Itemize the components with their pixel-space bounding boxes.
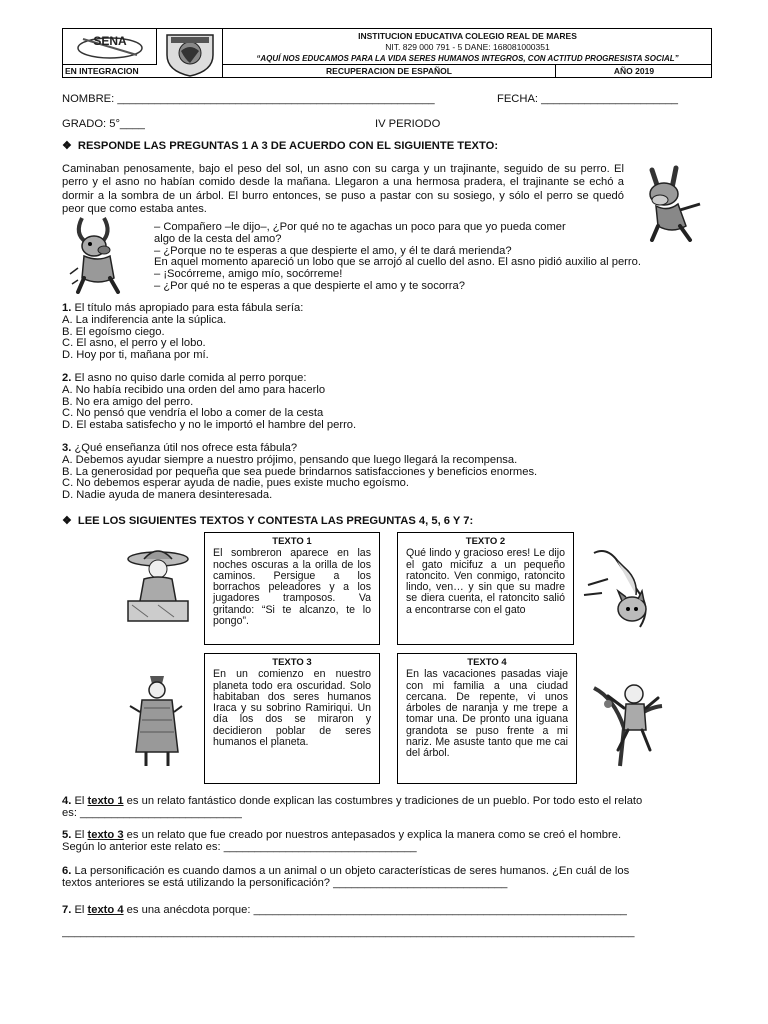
question-number: 1. [62,302,72,314]
subject-area: RECUPERACION DE ESPAÑOL [223,65,556,78]
sena-logo [63,29,157,65]
question-3 [62,443,712,502]
school-motto: “AQUÍ NOS EDUCAMOS PARA LA VIDA SERES HUMANOS INTEGROS, CON ACTITUD PROGRESISTA SOCIAL” [256,54,679,63]
svg-text:SENA: SENA [93,34,127,48]
dialogue-line: En aquel momento apareció un lobo que se arrojó al cuello del asno. El asno pidió auxilio al perro. [154,256,641,269]
question-2 [62,373,712,432]
diamond-bullet-icon: ❖ [62,140,72,152]
text-reference: texto 3 [87,829,124,841]
text-box-2 [397,532,574,645]
question-1 [62,303,712,362]
text-box-1 [204,532,380,645]
header-table [62,28,712,78]
section1-instruction [62,139,498,152]
question-6 [62,865,712,889]
question-5 [62,829,712,853]
date-field[interactable]: FECHA: ______________________ [497,93,679,105]
text-box-title: TEXTO 3 [272,657,312,668]
question-text: El asno no quiso darle comida al perro porque: [74,372,307,384]
grade-field[interactable]: GRADO: 5°____ [62,118,145,130]
option-d[interactable]: D. El estaba satisfecho y no le importó el hambre del perro. [62,419,357,432]
option-d[interactable]: D. Hoy por ti, mañana por mí. [62,349,209,362]
dialogue-line: algo de la cesta del amo? [154,232,282,245]
text-box-body: Qué lindo y gracioso eres! Le dijo el gato micifuz a un pequeño ratoncito. Ven conmigo, ratoncito lindo, ven… y sin que su madre se diera cuenta, el ratoncito salió a encontrarse con el gato [406,547,565,616]
question-number: 3. [62,442,72,454]
text-box-title: TEXTO 1 [272,536,312,547]
name-field[interactable]: NOMBRE: ___________________________________________________ [62,93,435,105]
year-label: AÑO 2019 [613,66,655,76]
option-c[interactable]: C. No pensó que vendría el lobo a comer de la cesta [62,407,324,420]
text-box-title: TEXTO 2 [465,536,506,547]
text-box-3 [204,653,380,784]
question-7 [62,899,712,943]
question-text: El título más apropiado para esta fábula sería: [74,302,304,314]
diamond-bullet-icon: ❖ [62,515,72,527]
option-a[interactable]: A. La indiferencia ante la súplica. [62,313,227,326]
question-text: El [74,904,88,916]
section2-instruction [62,514,473,527]
dialogue-line: – ¿Porque no te esperas a que despierte el amo, y él te dará merienda? [154,244,512,257]
dialogue-block [154,222,714,293]
question-number: 5. [62,829,72,841]
sombreron-illustration [118,545,198,632]
text-box-4 [397,653,577,784]
answer-line[interactable]: textos anteriores se está utilizando la personificación? ____________________________ [62,877,508,890]
question-text: El [74,795,88,807]
school-shield-logo [157,29,223,78]
period-label: IV PERIODO [375,118,441,130]
answer-line[interactable]: es una anécdota porque: ____________________________________________________________ [123,904,627,916]
integration-label: EN INTEGRACION [65,66,139,76]
answer-line[interactable]: es: __________________________ [62,807,242,820]
school-info [223,29,712,65]
story-paragraph: Caminaban penosamente, bajo el peso del sol, un asno con su carga y un trajinante, seguido de su perro. El perro y el asno no habían comido desde la mañana. Llegaron a una hermosa pradera, el trajinante se echó a dormir a la sombra de un árbol. El burro entonces, se puso a pastar con su sosiego, y sólo el perro se quedó peor que como estaba antes. [62,163,624,216]
option-b[interactable]: B. No era amigo del perro. [62,395,194,408]
option-b[interactable]: B. El egoísmo ciego. [62,325,165,338]
question-text: El [74,829,88,841]
school-nit: NIT. 829 000 791 - 5 DANE: 168081000351 [385,42,550,52]
text-reference: texto 1 [87,795,124,807]
question-text: La personificación es cuando damos a un animal o un objeto características de seres humanos. ¿En cuál de los [74,865,630,877]
question-text: es un relato que fue creado por nuestros antepasados y explica la manera como se creó el hombre. [123,829,622,841]
text-box-body: En las vacaciones pasadas viaje con mi familia a una ciudad cercana. De repente, vi unos árboles de naranja y me trepe a tomar una. De pronto una iguana grandota se puso frente a mi nariz. Me asuste tanto que me cai del árbol. [406,668,568,760]
text-box-body: El sombreron aparece en las noches oscuras a la orilla de los caminos. Persigue a los borrachos peleadores y a los jugadores tramposos. Va gritando: “Si te alcanzo, te lo pongo”. [213,547,371,628]
option-c[interactable]: C. No debemos esperar ayuda de nadie, pues existe mucho egoísmo. [62,477,410,490]
option-c[interactable]: C. El asno, el perro y el lobo. [62,337,206,350]
option-d[interactable]: D. Nadie ayuda de manera desinteresada. [62,489,273,502]
dog-illustration [64,214,140,297]
cat-illustration [580,545,664,638]
option-a[interactable]: A. No había recibido una orden del amo para hacerlo [62,383,326,396]
answer-line[interactable]: ____________________________________________________________________________________________ [62,926,635,938]
option-a[interactable]: A. Debemos ayudar siempre a nuestro prójimo, pensando que luego llegará la recompensa. [62,453,518,466]
dialogue-line: – ¡Socórreme, amigo mío, socórreme! [154,268,343,281]
question-text: ¿Qué enseñanza útil nos ofrece esta fábula? [74,442,298,454]
question-text: es un relato fantástico donde explican las costumbres y tradiciones de un pueblo. Por todo esto el relato [123,795,643,807]
answer-line[interactable]: Según lo anterior este relato es: _______________________________ [62,841,417,854]
option-b[interactable]: B. La generosidad por pequeña que sea puede brindarnos satisfacciones y beneficios enormes. [62,465,538,478]
school-name: INSTITUCION EDUCATIVA COLEGIO REAL DE MARES [358,31,577,41]
text-reference: texto 4 [87,904,124,916]
text-box-body: En un comienzo en nuestro planeta todo era oscuridad. Solo habitaban dos seres humanos Iraca y su sobrino Ramiriqui. Un día los dos se miraron y decidieron poblar de seres humanos el planeta. [213,668,371,749]
section1-instruction-text: RESPONDE LAS PREGUNTAS 1 A 3 DE ACUERDO CON EL SIGUIENTE TEXTO: [77,140,499,152]
question-number: 2. [62,372,72,384]
question-number: 4. [62,795,72,807]
question-4 [62,795,712,819]
question-number: 7. [62,904,72,916]
section2-instruction-text: LEE LOS SIGUIENTES TEXTOS Y CONTESTA LAS PREGUNTAS 4, 5, 6 Y 7: [77,515,474,527]
dialogue-line: – Compañero –le dijo–, ¿Por qué no te agachas un poco para que yo pueda comer [154,221,566,233]
question-number: 6. [62,865,72,877]
indigenous-man-illustration [124,672,190,771]
boy-climbing-tree-illustration [584,668,666,771]
text-box-title: TEXTO 4 [467,657,507,668]
dialogue-line: – ¿Por qué no te esperas a que despierte el amo y te socorra? [154,279,465,292]
